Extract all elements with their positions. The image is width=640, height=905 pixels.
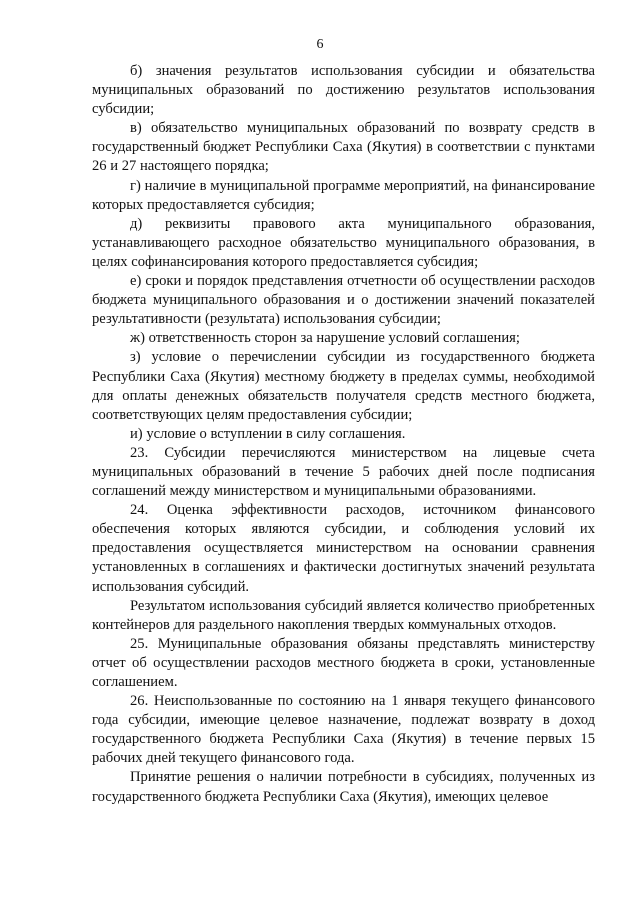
paragraph-i-entry-into-force: и) условие о вступлении в силу соглашения. xyxy=(130,425,406,442)
document-body xyxy=(92,62,595,807)
paragraph-v-refund-obligation: в) обязательство муниципальных образований по возврату средств в государственный бюджет Республики Саха (Якутия) в соответствии с пунктами 26 и 27 настоящего порядка; xyxy=(92,120,595,175)
paragraph-z-transfer-condition: з) условие о перечислении субсидии из государственного бюджета Республики Саха (Якутия) местному бюджету в пределах суммы, необходимой для оплаты денежных обязательств получателя средств местного бюджета, соответствующих целям предоставления субсидии; xyxy=(92,349,595,423)
paragraph-g-program-activities: г) наличие в муниципальной программе мероприятий, на финансирование которых предоставляется субсидия; xyxy=(92,177,595,213)
paragraph-b-results: б) значения результатов использования субсидии и обязательства муниципальных образований по достижению результатов использования субсидии; xyxy=(92,63,595,118)
paragraph-zh-responsibility: ж) ответственность сторон за нарушение условий соглашения; xyxy=(130,330,520,347)
paragraph-26-unused-subsidies: 26. Неиспользованные по состоянию на 1 января текущего финансового года субсидии, имеющие целевое назначение, подлежат возврату в доход государственного бюджета Республики Саха (Якутия) в течение первых 15 рабочих дней текущего финансового года. xyxy=(92,693,595,767)
paragraph-e-reporting-terms: е) сроки и порядок представления отчетности об осуществлении расходов бюджета муниципального образования и о достижении значений показателей результативности (результата) использования субсидии; xyxy=(92,273,595,328)
paragraph-decision-need: Принятие решения о наличии потребности в субсидиях, полученных из государственного бюджета Республики Саха (Якутия), имеющих целевое xyxy=(92,769,595,805)
page-number: 6 xyxy=(316,37,324,52)
paragraph-result-definition: Результатом использования субсидий является количество приобретенных контейнеров для раздельного накопления твердых коммунальных отходов. xyxy=(92,597,595,633)
paragraph-25-report: 25. Муниципальные образования обязаны представлять министерству отчет об осуществлении расходов местного бюджета в сроки, установленные соглашением. xyxy=(92,635,595,690)
paragraph-23-transfer: 23. Субсидии перечисляются министерством на лицевые счета муниципальных образований в течение 5 рабочих дней после подписания соглашений между министерством и муниципальными образованиями. xyxy=(92,444,595,500)
paragraph-24-efficiency: 24. Оценка эффективности расходов, источником финансового обеспечения которых являются субсидии, и соблюдения условий их предоставления осуществляется министерством на основании сравнения установленных в соглашениях и фактически достигнутых значений результата использования субсидий. xyxy=(92,502,595,595)
paragraph-d-legal-act-details: д) реквизиты правового акта муниципального образования, устанавливающего расходное обязательство муниципального образования, в целях софинансирования которого предоставляется субсидия; xyxy=(92,215,595,270)
